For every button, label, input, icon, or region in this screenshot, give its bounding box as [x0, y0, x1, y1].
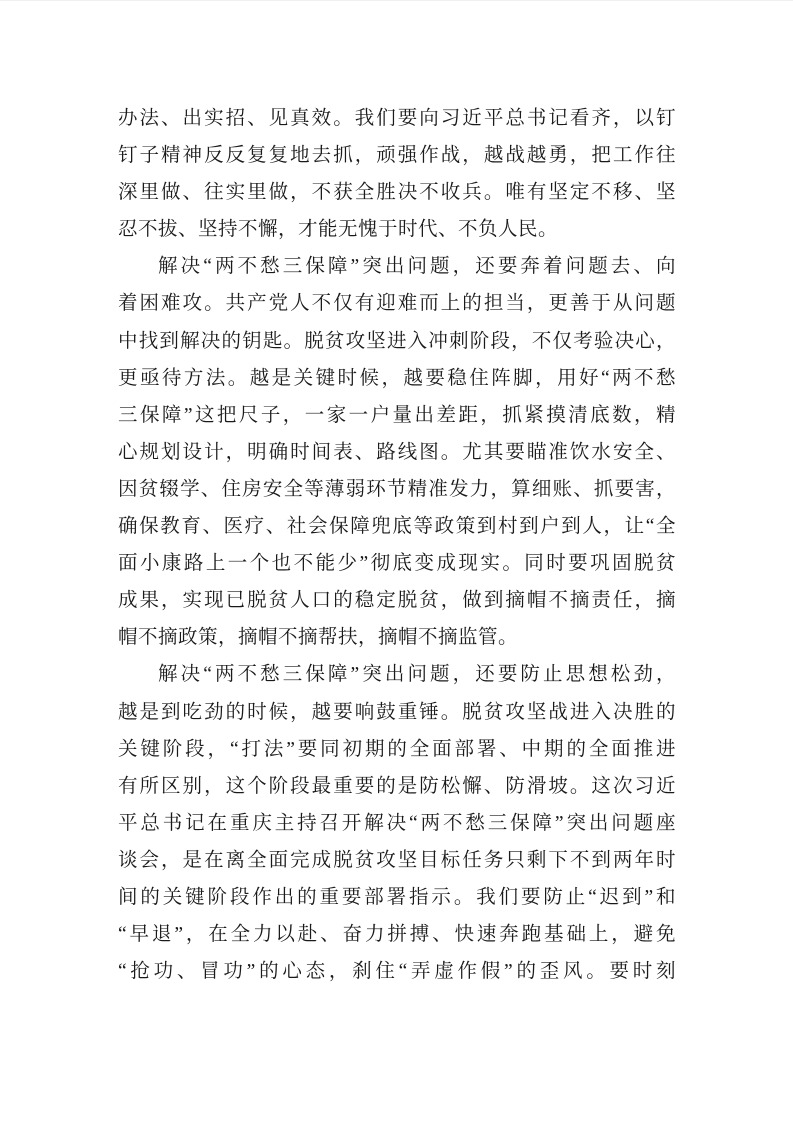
text-line: 平总书记在重庆主持召开解决“两不愁三保障”突出问题座	[118, 812, 676, 834]
text-line: 解决“两不愁三保障”突出问题，还要防止思想松劲，	[158, 664, 676, 686]
text-line: 成果，实现已脱贫人口的稳定脱贫，做到摘帽不摘责任，摘	[118, 590, 676, 612]
text-line: 解决“两不愁三保障”突出问题，还要奔着问题去、向	[158, 256, 676, 278]
document-body	[118, 100, 676, 990]
text-line: 着困难攻。共产党人不仅有迎难而上的担当，更善于从问题	[118, 293, 676, 315]
text-line: 钉子精神反反复复地去抓，顽强作战，越战越勇，把工作往	[118, 145, 676, 167]
text-line: 越是到吃劲的时候，越要响鼓重锤。脱贫攻坚战进入决胜的	[118, 701, 676, 723]
paragraph-2	[118, 248, 676, 656]
text-line: 深里做、往实里做，不获全胜决不收兵。唯有坚定不移、坚	[118, 182, 676, 204]
text-line: 间的关键阶段作出的重要部署指示。我们要防止“迟到”和	[118, 886, 676, 908]
text-line: 谈会，是在离全面完成脱贫攻坚目标任务只剩下不到两年时	[118, 849, 676, 871]
text-line: 心规划设计，明确时间表、路线图。尤其要瞄准饮水安全、	[118, 441, 676, 463]
text-line: 关键阶段，“打法”要同初期的全面部署、中期的全面推进	[118, 738, 676, 760]
text-line: “抢功、冒功”的心态，刹住“弄虚作假”的歪风。要时刻	[118, 961, 676, 983]
text-line: 面小康路上一个也不能少”彻底变成现实。同时要巩固脱贫	[118, 553, 676, 575]
text-line: 有所区别，这个阶段最重要的是防松懈、防滑坡。这次习近	[118, 775, 676, 797]
text-line: 办法、出实招、见真效。我们要向习近平总书记看齐，以钉	[118, 108, 676, 129]
text-line: 忍不拔、坚持不懈，才能无愧于时代、不负人民。	[118, 219, 559, 241]
text-line: “早退”，在全力以赴、奋力拼搏、快速奔跑基础上，避免	[118, 924, 676, 946]
paragraph-1	[118, 100, 676, 248]
text-line: 帽不摘政策，摘帽不摘帮扶，摘帽不摘监管。	[118, 627, 519, 649]
paragraph-3	[118, 656, 676, 990]
text-line: 三保障”这把尺子，一家一户量出差距，抓紧摸清底数，精	[118, 404, 676, 426]
text-line: 确保教育、医疗、社会保障兜底等政策到村到户到人，让“全	[118, 516, 676, 538]
text-line: 因贫辍学、住房安全等薄弱环节精准发力，算细账、抓要害，	[118, 478, 676, 500]
text-line: 中找到解决的钥匙。脱贫攻坚进入冲刺阶段，不仅考验决心，	[118, 330, 676, 352]
text-line: 更亟待方法。越是关键时候，越要稳住阵脚，用好“两不愁	[118, 367, 676, 389]
